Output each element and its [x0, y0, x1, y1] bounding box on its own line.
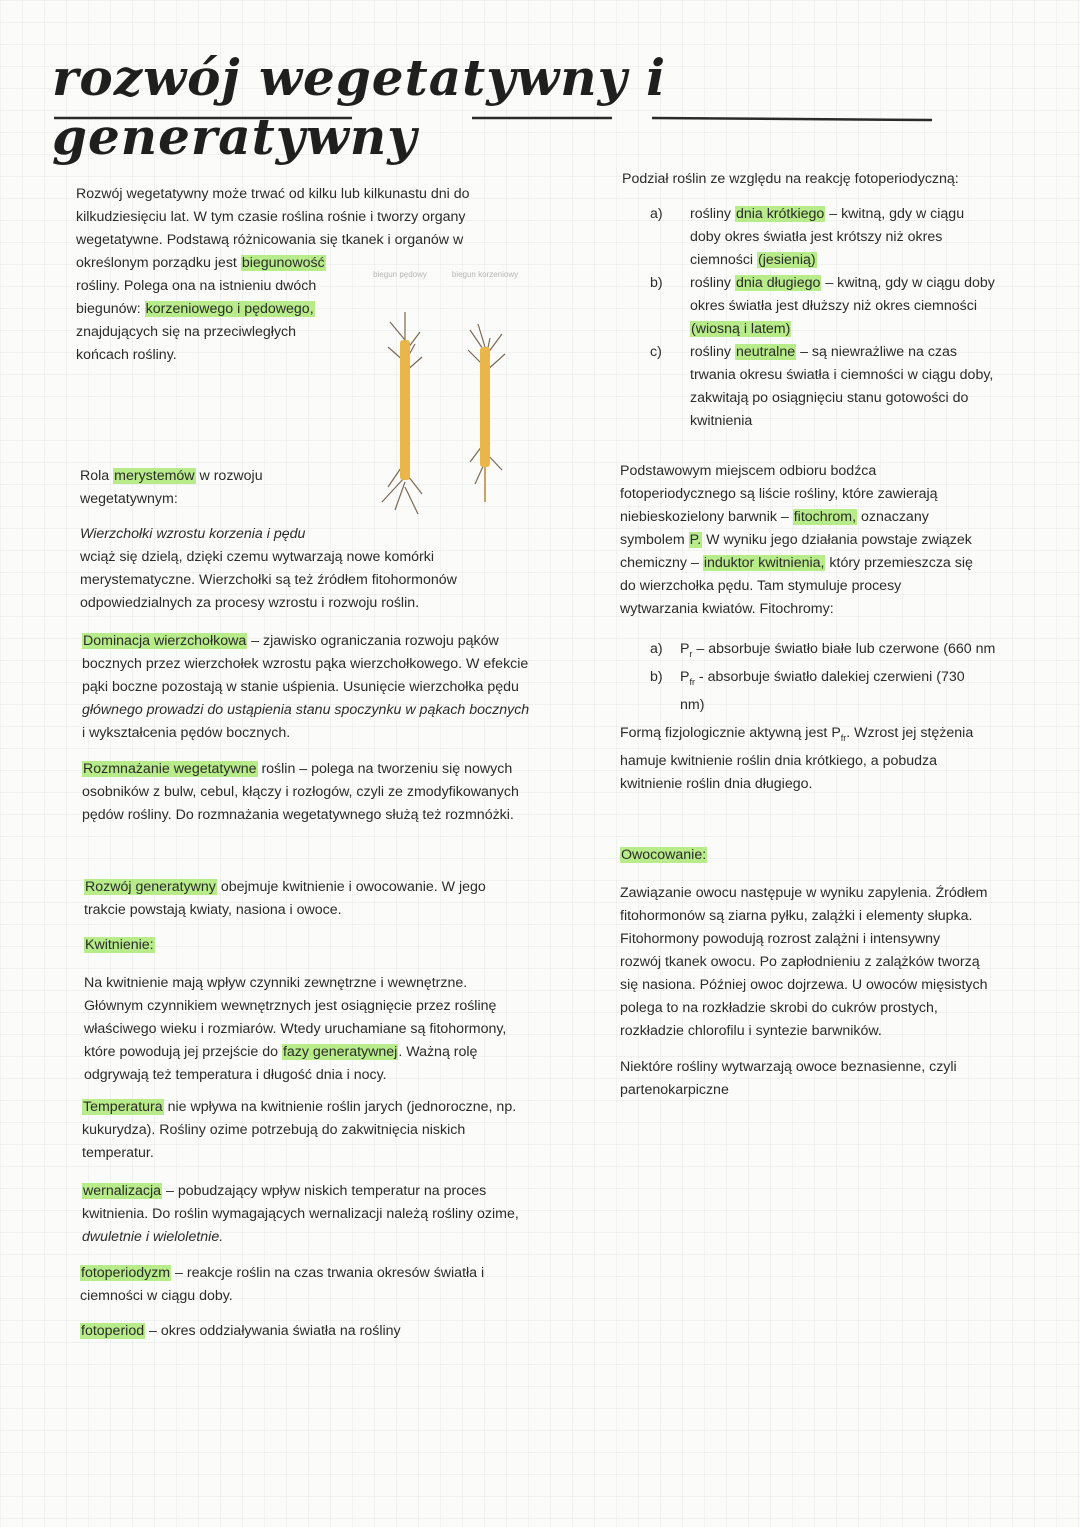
text: - absorbuje światło dalekiej czerwieni (730 — [694, 668, 965, 685]
dominance-section — [82, 630, 562, 745]
text: i wykształcenia pędów bocznych. — [82, 725, 291, 741]
text: rośliny — [690, 344, 731, 360]
text: Fitohormony powodują rozrost zalążni i intensywny — [620, 931, 941, 947]
highlight-dominance: Dominacja wierzchołkowa — [83, 633, 247, 649]
text: obejmuje kwitnienie i owocowanie. W jego — [216, 879, 486, 895]
text: Niektóre rośliny wytwarzają owoce beznasienne, czyli — [620, 1059, 957, 1075]
text: doby okres światła jest krótszy niż okres — [690, 229, 943, 245]
text: Podstawowym miejscem odbioru bodźca — [620, 463, 877, 479]
text: które powodują jej przejście do — [84, 1044, 279, 1060]
text: polega to na rozkładzie skrobi do cukrów prostych, — [620, 1000, 938, 1016]
text: okres światła jest dłuższy niż okres ciemności — [690, 298, 977, 314]
highlight-photoperiodism: fotoperiodyzm — [81, 1265, 171, 1281]
text: trwania okresu światła i ciemności w ciągu doby, — [690, 367, 994, 383]
text: pąki boczne pozostają w stanie uśpienia. Usunięcie wierzchołka pędu — [82, 679, 519, 695]
parthenocarpy-section — [620, 1056, 1050, 1102]
list-marker: a) — [650, 206, 663, 222]
active-form-section — [620, 722, 1050, 796]
text: fitohormonów są ziarna pyłku, zalążki i elementy słupka. — [620, 908, 973, 924]
text: Rozwój wegetatywny może trwać od kilku lub kilkunastu dni do — [76, 186, 470, 202]
text: nm) — [680, 696, 705, 713]
plant-right-stem — [480, 347, 490, 467]
text: partenokarpiczne — [620, 1082, 729, 1098]
text: ciemności — [690, 252, 754, 268]
symbol: P — [680, 641, 690, 657]
division-item-short-day — [650, 203, 1040, 272]
text: – okres oddziaływania światła na rośliny — [145, 1323, 401, 1339]
division-list — [650, 203, 1040, 433]
text: rośliny. Polega ona na istnieniu dwóch — [76, 278, 317, 294]
text: kwitnienia — [690, 413, 753, 429]
text: – absorbuje światło białe lub czerwone (660 nm — [692, 641, 996, 657]
highlight-vernalization: wernalizacja — [83, 1183, 162, 1199]
phytochrome-item-pfr — [650, 666, 1040, 717]
highlight-vegetative: Rozmnażanie wegetatywne — [83, 761, 257, 777]
symbol: P — [680, 668, 690, 685]
text: – kwitną, gdy w ciągu doby — [821, 275, 995, 291]
division-item-long-day — [650, 272, 1040, 341]
text: merystematyczne. Wierzchołki są też źródłem fitohormonów — [80, 572, 457, 588]
highlight-neutral: neutralne — [735, 344, 796, 360]
text: rozwój tkanek owocu. Po zapłodnieniu z zalążków tworzą — [620, 954, 980, 970]
highlight-spring-summer: (wiosną i latem) — [691, 321, 791, 337]
text: w rozwoju — [199, 468, 263, 484]
text: rozkładzie chlorofilu i syntezie barwników. — [620, 1023, 882, 1039]
text: kilkudziesięciu lat. W tym czasie roślina rośnie i tworzy organy — [76, 209, 466, 225]
plant-left-stem — [400, 340, 410, 480]
text: W wyniku jego działania powstaje związek — [702, 532, 972, 548]
photoperiod-section — [80, 1320, 560, 1343]
text: symbolem — [620, 532, 685, 548]
highlight-poles: korzeniowego i pędowego, — [145, 301, 314, 317]
division-item-neutral — [650, 341, 1040, 433]
text: ciemności w ciągu doby. — [80, 1288, 233, 1304]
text: wegetatywnym: — [80, 491, 178, 507]
highlight-temperature: Temperatura — [83, 1099, 163, 1115]
text: osobników z bulw, cebul, kłączy i rozłogów, czyli ze zmodyfikowanych — [82, 784, 519, 800]
text: . Ważną rolę — [398, 1044, 478, 1060]
text: głównego prowadzi do ustąpienia stanu spoczynku w pąkach bocznych — [82, 702, 530, 718]
highlight-fruiting: Owocowanie: — [621, 847, 707, 863]
text: odgrywają też temperatura i długość dnia i nocy. — [84, 1067, 387, 1083]
text: nie wpływa na kwitnienie roślin jarych (jednoroczne, np. — [163, 1099, 517, 1115]
highlight-generative: Rozwój generatywny — [85, 879, 216, 895]
text: biegunów: — [76, 301, 141, 317]
text: końcach rośliny. — [76, 347, 177, 363]
list-marker: c) — [650, 344, 662, 360]
label-root-pole: biegun korzeniowy — [451, 270, 519, 279]
text: Rola — [80, 468, 110, 484]
reception-section — [620, 460, 1050, 621]
text: chemiczny – — [620, 555, 699, 571]
highlight-photoperiod: fotoperiod — [81, 1323, 145, 1339]
text: rośliny — [690, 275, 731, 291]
highlight-autumn: (jesienią) — [758, 252, 816, 268]
flowering-section — [84, 972, 564, 1087]
highlight-flowering: Kwitnienie: — [85, 937, 154, 953]
text: wytwarzania kwiatów. Fitochromy: — [620, 601, 834, 617]
text: roślin – polega na tworzeniu się nowych — [257, 761, 513, 777]
text: Formą fizjologicznie aktywną jest P — [620, 725, 841, 741]
text: zakwitają po osiągnięciu stanu gotowości do — [690, 390, 969, 406]
division-title — [622, 168, 1042, 191]
highlight-short-day: dnia krótkiego — [735, 206, 825, 222]
text: Zawiązanie owocu następuje w wyniku zapylenia. Źródłem — [620, 885, 988, 901]
text: – kwitną, gdy w ciągu — [825, 206, 965, 222]
text: się nasiona. Później owoc dojrzewa. U owoców mięsistych — [620, 977, 988, 993]
phytochrome-item-pr — [650, 638, 1040, 666]
text: temperatur. — [82, 1145, 154, 1161]
text: kwitnienie roślin dnia długiego. — [620, 775, 813, 792]
subscript: r — [689, 648, 693, 659]
generative-section — [84, 876, 564, 922]
subscript: fr — [689, 676, 695, 687]
fruiting-heading — [620, 844, 707, 867]
highlight-phytochrome: fitochrom, — [793, 509, 857, 525]
text: fotoperiodycznego są liście rośliny, które zawierają — [620, 486, 938, 502]
text: Podział roślin ze względu na reakcję fotoperiodyczną: — [622, 171, 959, 187]
text: odpowiedzialnych za procesy wzrostu i rozwoju roślin. — [80, 595, 420, 611]
text: kukurydza). Rośliny ozime potrzebują do zakwitnięcia niskich — [82, 1122, 466, 1138]
text: niebieskozielony barwnik – — [620, 509, 789, 525]
phytochrome-list — [650, 638, 1040, 717]
text: – reakcje roślin na czas trwania okresów światła i — [171, 1265, 485, 1281]
text: który przemieszcza się — [825, 555, 973, 571]
text: Wierzchołki wzrostu korzenia i pędu — [80, 526, 306, 542]
page-title — [52, 48, 952, 166]
highlight-meristems: merystemów — [114, 468, 195, 484]
highlight-polarity: biegunowość — [241, 255, 325, 271]
photoperiodism-section — [80, 1262, 560, 1308]
title-underline — [52, 106, 952, 136]
highlight-generative-phase: fazy generatywnej — [282, 1044, 398, 1060]
text: oznaczany — [857, 509, 929, 525]
highlight-long-day: dnia długiego — [735, 275, 821, 291]
text: wciąż się dzielą, dzięki czemu wytwarzają nowe komórki — [80, 549, 435, 565]
text: hamuje kwitnienie roślin dnia krótkiego, a pobudza — [620, 752, 938, 769]
text: określonym porządku jest — [76, 255, 237, 271]
text: znajdujących się na przeciwległych — [76, 324, 297, 340]
fruiting-section — [620, 882, 1050, 1043]
text: – są niewrażliwe na czas — [796, 344, 957, 360]
text: dwuletnie i wieloletnie. — [82, 1229, 224, 1245]
meristem-section — [80, 465, 560, 615]
highlight-inductor: induktor kwitnienia, — [703, 555, 825, 571]
list-marker: b) — [650, 275, 663, 291]
text: – pobudzający wpływ niskich temperatur na proces — [162, 1183, 487, 1199]
title-text: rozwój wegetatywny i generatywny — [52, 48, 667, 166]
list-marker: a) — [650, 641, 663, 657]
temperature-section — [82, 1096, 562, 1165]
subscript: fr — [840, 732, 847, 743]
highlight-symbol-p: P. — [689, 532, 702, 548]
text: pędów rośliny. Do rozmnażania wegetatywnego służą też rozmnóżki. — [82, 807, 514, 823]
text: właściwego wieku i rozmiarów. Wtedy uruchamiane są fitohormony, — [84, 1021, 507, 1037]
text: wegetatywne. Podstawą różnicowania się tkanek i organów w — [76, 232, 464, 248]
text: trakcie powstają kwiaty, nasiona i owoce. — [84, 902, 342, 918]
text: do wierzchołka pędu. Tam stymuluje procesy — [620, 578, 902, 594]
text: bocznych przez wierzchołek wzrostu pąka wierzchołkowego. W efekcie — [82, 656, 529, 672]
text: kwitnienia. Do roślin wymagających wernalizacji należą rośliny ozime, — [82, 1206, 519, 1222]
list-marker: b) — [650, 668, 663, 685]
text: rośliny — [690, 206, 731, 222]
vegetative-reproduction-section — [82, 758, 562, 827]
text: Głównym czynnikiem wewnętrznych jest osiągnięcie przez roślinę — [84, 998, 497, 1014]
label-shoot-pole: biegun pędowy — [373, 270, 427, 279]
text: . Wzrost jej stężenia — [846, 725, 974, 741]
text: Na kwitnienie mają wpływ czynniki zewnętrzne i wewnętrzne. — [84, 975, 468, 991]
vernalization-section — [82, 1180, 562, 1249]
text: – zjawisko ograniczania rozwoju pąków — [247, 633, 499, 649]
flowering-heading — [84, 934, 155, 957]
